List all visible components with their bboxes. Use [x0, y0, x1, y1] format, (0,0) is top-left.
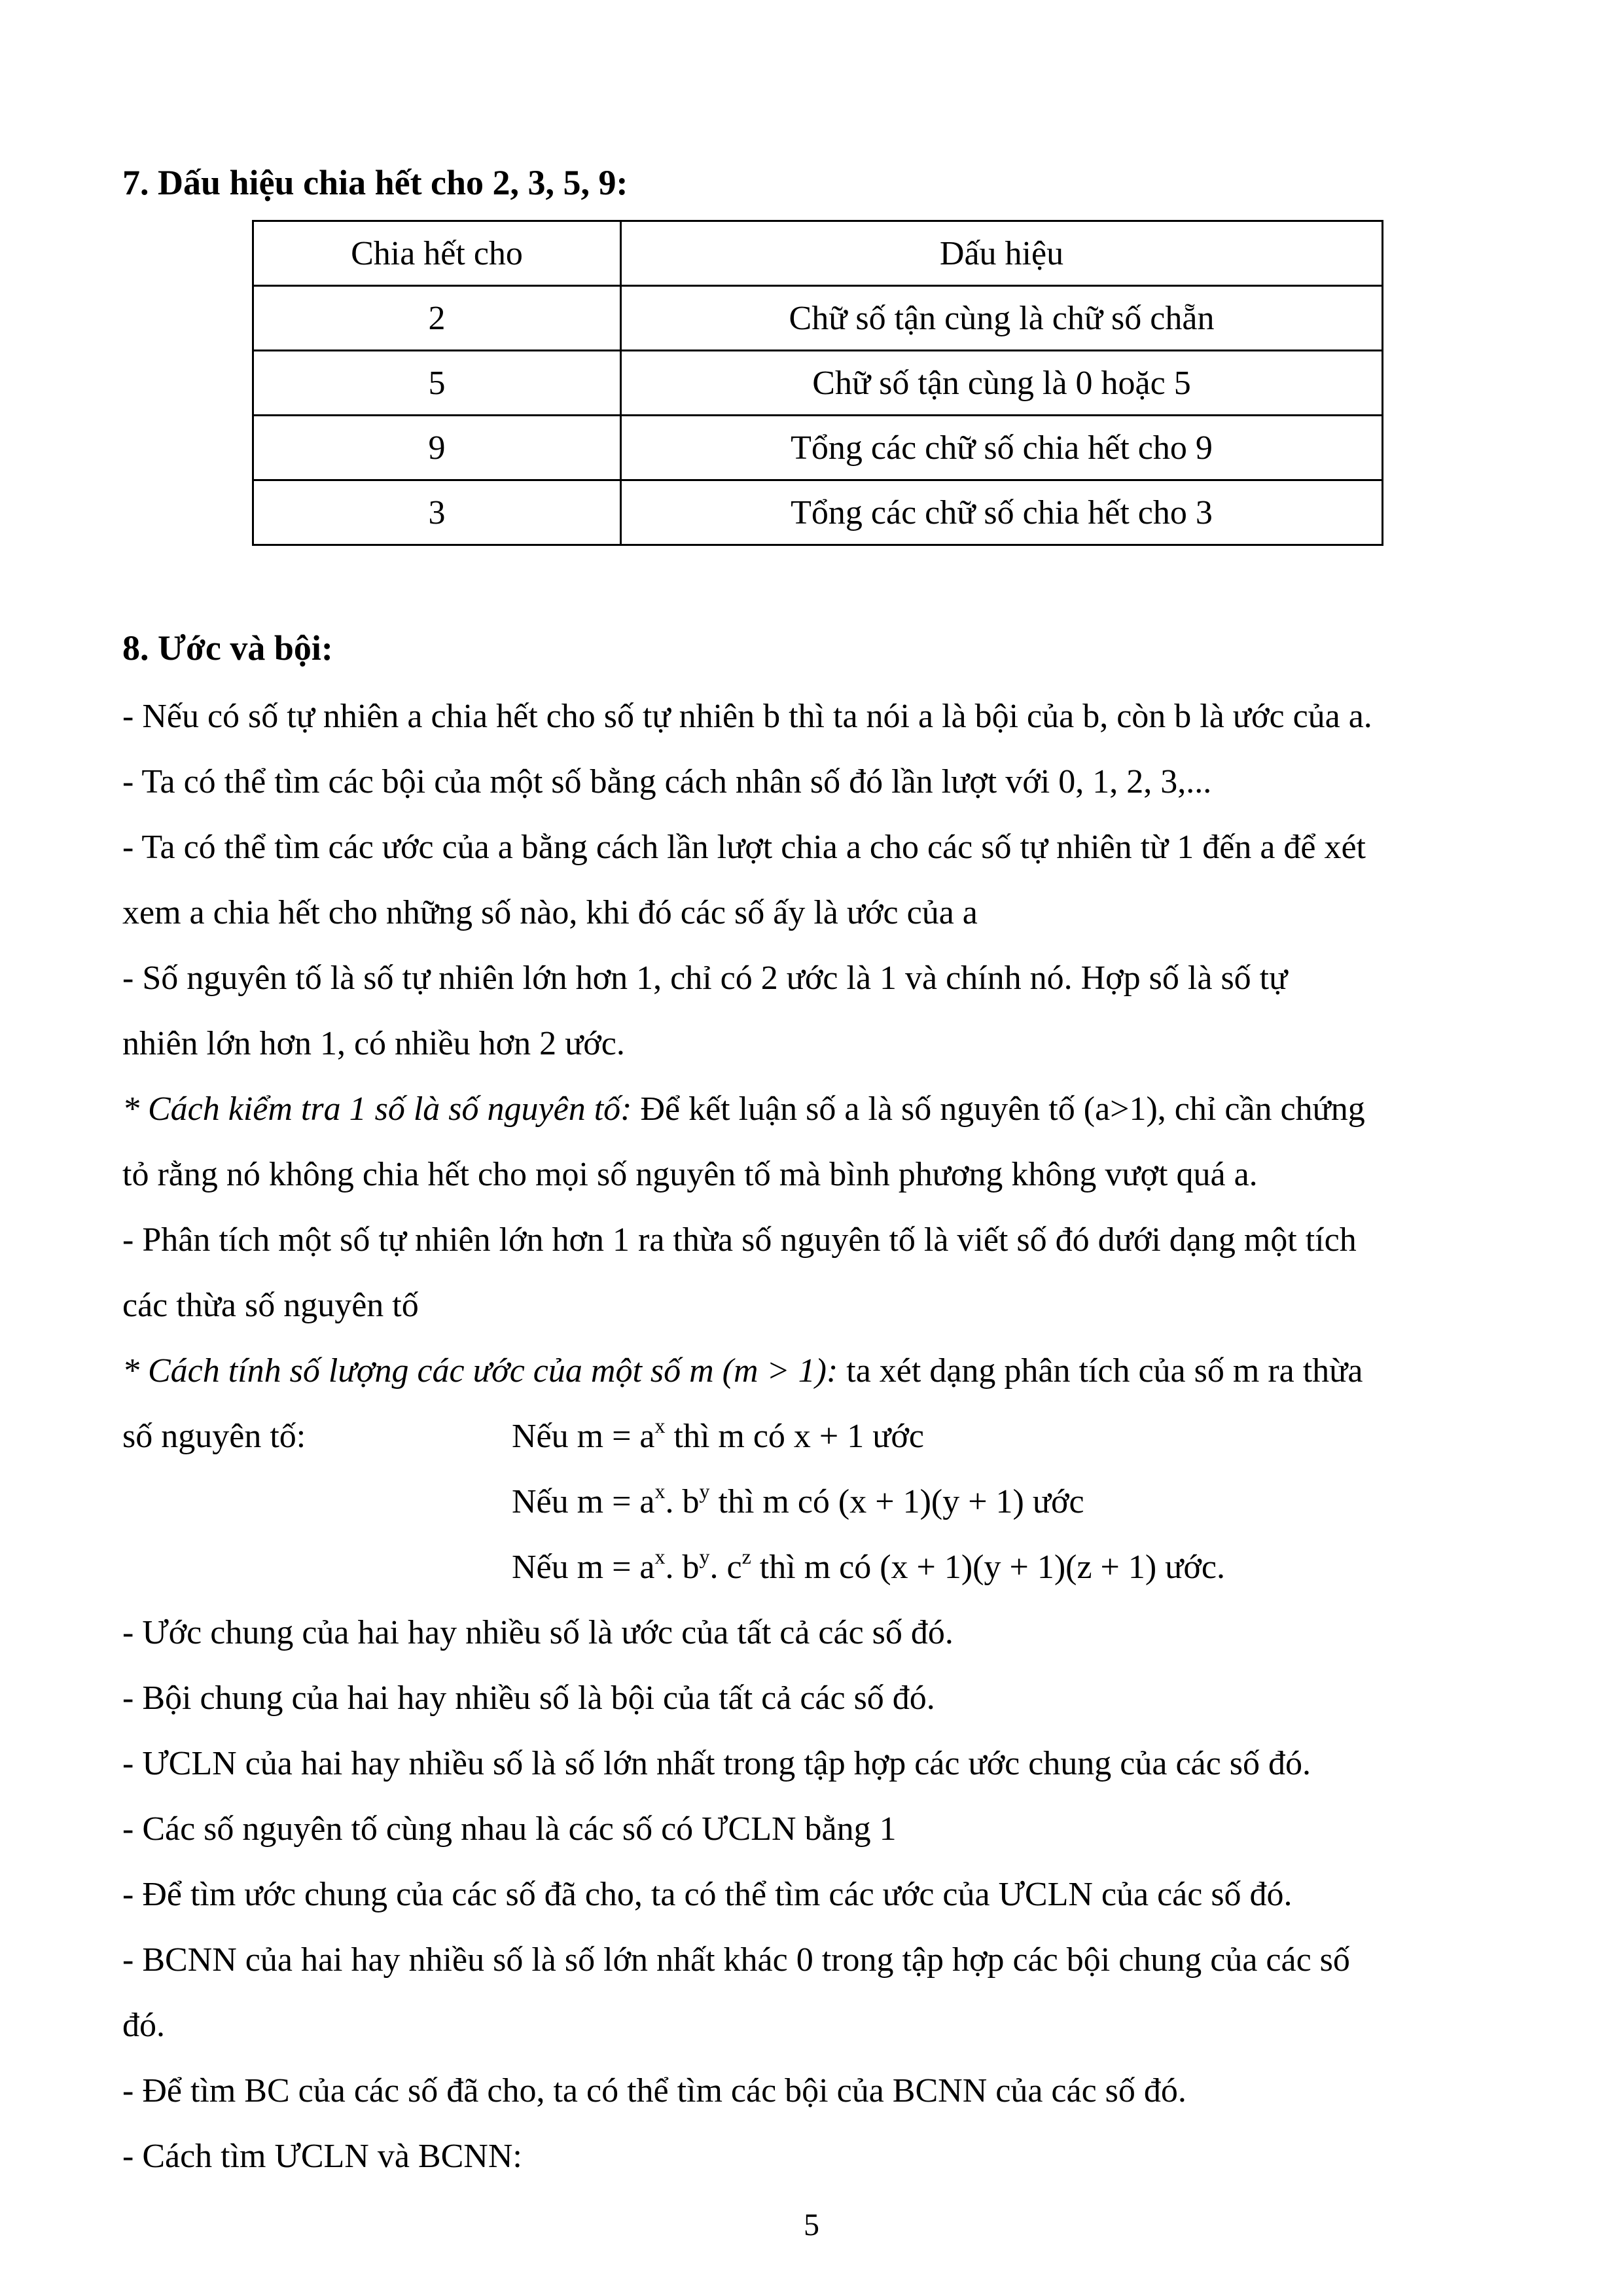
- formula-text: thì m có x + 1 ước: [665, 1418, 925, 1455]
- paragraph-line: [122, 1077, 1529, 1142]
- paragraph-line: xem a chia hết cho những số nào, khi đó các số ấy là ước của a: [122, 894, 978, 931]
- table-cell: Tổng các chữ số chia hết cho 9: [621, 416, 1383, 480]
- exponent: x: [654, 1544, 666, 1568]
- table-cell: 3: [253, 480, 621, 545]
- exponent: y: [699, 1479, 710, 1503]
- table-header-row: [253, 221, 1383, 286]
- formula-text: thì m có (x + 1)(y + 1) ước: [709, 1483, 1084, 1520]
- paragraph-text: Để kết luận số a là số nguyên tố (a>1), chỉ cần chứng: [632, 1090, 1365, 1128]
- paragraph-line: - Ước chung của hai hay nhiều số là ước của tất cả các số đó.: [122, 1614, 954, 1651]
- exponent: x: [654, 1479, 666, 1503]
- paragraph-line: tỏ rằng nó không chia hết cho mọi số nguyên tố mà bình phương không vượt quá a.: [122, 1156, 1258, 1193]
- formula-text: . c: [709, 1549, 742, 1586]
- exponent: z: [741, 1544, 751, 1568]
- paragraph-line: [122, 1338, 1529, 1404]
- formula-text: . b: [665, 1549, 700, 1586]
- italic-lead: * Cách kiểm tra 1 số là số nguyên tố:: [122, 1090, 632, 1128]
- italic-lead: * Cách tính số lượng các ước của một số m (m > 1):: [122, 1352, 838, 1390]
- exponent: y: [699, 1544, 710, 1568]
- paragraph-line: - Bội chung của hai hay nhiều số là bội của tất cả các số đó.: [122, 1679, 935, 1717]
- table-row: [253, 416, 1383, 480]
- section-8-body: [122, 684, 1529, 2189]
- paragraph-line: - Để tìm ước chung của các số đã cho, ta có thể tìm các ước của ƯCLN của các số đó.: [122, 1876, 1293, 1913]
- formula-1: [512, 1413, 925, 1455]
- exponent: x: [654, 1413, 666, 1437]
- formula-text: Nếu m = a: [512, 1549, 655, 1586]
- paragraph-line: - Ta có thể tìm các ước của a bằng cách lần lượt chia a cho các số tự nhiên từ 1 đến a để xét: [122, 829, 1366, 866]
- table-row: [253, 480, 1383, 545]
- table-row: [253, 351, 1383, 416]
- formula-line: [122, 1469, 1529, 1535]
- paragraph-line: - Ta có thể tìm các bội của một số bằng cách nhân số đó lần lượt với 0, 1, 2, 3,...: [122, 763, 1212, 800]
- paragraph-line: - ƯCLN của hai hay nhiều số là số lớn nhất trong tập hợp các ước chung của các số đó.: [122, 1745, 1311, 1782]
- formula-line: [122, 1404, 1529, 1469]
- table-row: [253, 286, 1383, 351]
- table-header-cell: Chia hết cho: [253, 221, 621, 286]
- paragraph-line: - BCNN của hai hay nhiều số là số lớn nhất khác 0 trong tập hợp các bội chung của các số: [122, 1941, 1350, 1979]
- paragraph-line: nhiên lớn hơn 1, có nhiều hơn 2 ước.: [122, 1025, 625, 1062]
- paragraph-line: đó.: [122, 2007, 165, 2044]
- formula-text: Nếu m = a: [512, 1483, 655, 1520]
- table-cell: Chữ số tận cùng là 0 hoặc 5: [621, 351, 1383, 416]
- formula-text: . b: [665, 1483, 700, 1520]
- table-cell: 5: [253, 351, 621, 416]
- formula-2: [512, 1479, 1084, 1520]
- section-8-heading: 8. Ước và bội:: [122, 628, 333, 668]
- table-cell: 9: [253, 416, 621, 480]
- paragraph-line: - Cách tìm ƯCLN và BCNN:: [122, 2138, 522, 2175]
- formula-3: [512, 1544, 1225, 1586]
- formula-text: Nếu m = a: [512, 1418, 655, 1455]
- formula-line: [122, 1535, 1529, 1600]
- paragraph-line: - Số nguyên tố là số tự nhiên lớn hơn 1, chỉ có 2 ước là 1 và chính nó. Hợp số là số tự: [122, 960, 1288, 997]
- paragraph-line: - Các số nguyên tố cùng nhau là các số có ƯCLN bằng 1: [122, 1810, 897, 1848]
- table-header-cell: Dấu hiệu: [621, 221, 1383, 286]
- formula-label: số nguyên tố:: [122, 1418, 306, 1455]
- divisibility-table: [252, 220, 1383, 546]
- paragraph-line: - Để tìm BC của các số đã cho, ta có thể tìm các bội của BCNN của các số đó.: [122, 2072, 1186, 2109]
- table-cell: Chữ số tận cùng là chữ số chẵn: [621, 286, 1383, 351]
- formula-text: thì m có (x + 1)(y + 1)(z + 1) ước.: [751, 1549, 1225, 1586]
- page-number: 5: [804, 2208, 819, 2242]
- table-cell: Tổng các chữ số chia hết cho 3: [621, 480, 1383, 545]
- paragraph-line: - Nếu có số tự nhiên a chia hết cho số tự nhiên b thì ta nói a là bội của b, còn b là ước của a.: [122, 698, 1372, 735]
- paragraph-line: - Phân tích một số tự nhiên lớn hơn 1 ra thừa số nguyên tố là viết số đó dưới dạng một tích: [122, 1221, 1357, 1259]
- table-cell: 2: [253, 286, 621, 351]
- paragraph-text: ta xét dạng phân tích của số m ra thừa: [838, 1352, 1363, 1390]
- paragraph-line: các thừa số nguyên tố: [122, 1287, 419, 1324]
- section-7-heading: 7. Dấu hiệu chia hết cho 2, 3, 5, 9:: [122, 163, 628, 202]
